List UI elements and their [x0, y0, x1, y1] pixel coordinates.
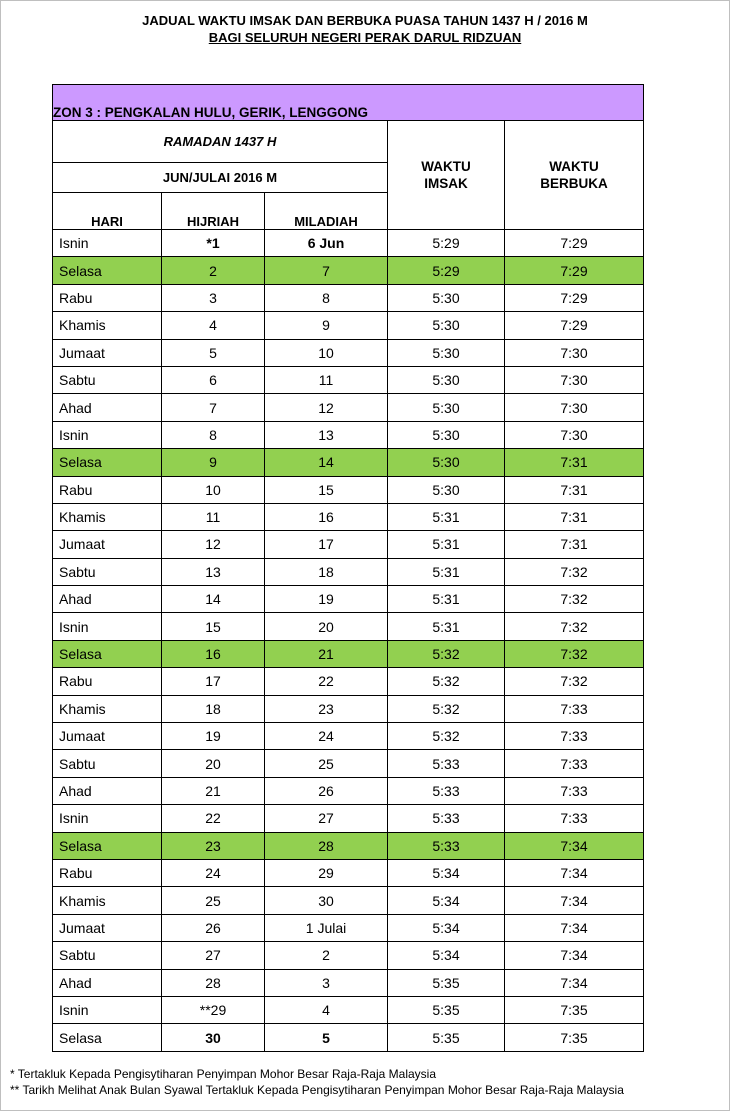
imsak-cell: 5:34: [388, 887, 505, 914]
miladiah-cell: 23: [265, 695, 388, 722]
table-row: [53, 394, 644, 421]
day-cell: Jumaat: [53, 723, 162, 750]
day-cell: Ahad: [53, 394, 162, 421]
miladiah-cell: 26: [265, 777, 388, 804]
day-cell: Jumaat: [53, 531, 162, 558]
footnotes: [10, 1066, 624, 1098]
table-row: [53, 503, 644, 530]
schedule-table: [52, 84, 644, 1052]
table-row: [53, 695, 644, 722]
day-cell: Khamis: [53, 695, 162, 722]
day-cell: Selasa: [53, 832, 162, 859]
table-row: [53, 531, 644, 558]
table-row: [53, 421, 644, 448]
berbuka-cell: 7:34: [505, 832, 644, 859]
day-cell: Sabtu: [53, 366, 162, 393]
imsak-cell: 5:30: [388, 339, 505, 366]
miladiah-cell: 16: [265, 503, 388, 530]
day-cell: Selasa: [53, 640, 162, 667]
berbuka-cell: 7:30: [505, 366, 644, 393]
imsak-cell: 5:33: [388, 750, 505, 777]
berbuka-cell: 7:34: [505, 942, 644, 969]
hijriah-cell: *1: [162, 230, 265, 257]
hijriah-cell: 26: [162, 914, 265, 941]
berbuka-cell: 7:31: [505, 531, 644, 558]
table-row: [53, 476, 644, 503]
miladiah-cell: 19: [265, 586, 388, 613]
berbuka-cell: 7:35: [505, 996, 644, 1023]
imsak-header-line1: WAKTU: [421, 159, 471, 174]
table-row: [53, 230, 644, 257]
day-cell: Sabtu: [53, 558, 162, 585]
hijriah-cell: 7: [162, 394, 265, 421]
imsak-cell: 5:31: [388, 531, 505, 558]
table-row: [53, 832, 644, 859]
miladiah-cell: 15: [265, 476, 388, 503]
table-row: [53, 805, 644, 832]
day-cell: Isnin: [53, 230, 162, 257]
imsak-cell: 5:33: [388, 805, 505, 832]
day-cell: Sabtu: [53, 750, 162, 777]
imsak-cell: 5:31: [388, 586, 505, 613]
berbuka-cell: 7:34: [505, 914, 644, 941]
miladiah-cell: 13: [265, 421, 388, 448]
berbuka-cell: 7:33: [505, 695, 644, 722]
imsak-cell: 5:31: [388, 503, 505, 530]
imsak-cell: 5:33: [388, 777, 505, 804]
day-cell: Ahad: [53, 969, 162, 996]
hijriah-cell: 11: [162, 503, 265, 530]
miladiah-cell: 29: [265, 859, 388, 886]
miladiah-cell: 4: [265, 996, 388, 1023]
hijriah-cell: 20: [162, 750, 265, 777]
footnote-1: * Tertakluk Kepada Pengisytiharan Penyimpan Mohor Besar Raja-Raja Malaysia: [10, 1067, 436, 1081]
berbuka-cell: 7:33: [505, 723, 644, 750]
imsak-cell: 5:35: [388, 996, 505, 1023]
hijriah-cell: 15: [162, 613, 265, 640]
day-cell: Jumaat: [53, 339, 162, 366]
table-row: [53, 312, 644, 339]
day-cell: Rabu: [53, 476, 162, 503]
hijriah-cell: 6: [162, 366, 265, 393]
table-row: [53, 859, 644, 886]
table-row: [53, 640, 644, 667]
berbuka-cell: 7:33: [505, 805, 644, 832]
berbuka-cell: 7:34: [505, 969, 644, 996]
miladiah-column-header: MILADIAH: [265, 193, 388, 230]
hijriah-cell: 28: [162, 969, 265, 996]
imsak-column-header: [388, 121, 505, 230]
imsak-cell: 5:30: [388, 284, 505, 311]
hari-column-header: HARI: [53, 193, 162, 230]
miladiah-cell: 17: [265, 531, 388, 558]
miladiah-cell: 30: [265, 887, 388, 914]
hijriah-cell: 10: [162, 476, 265, 503]
berbuka-cell: 7:32: [505, 613, 644, 640]
table-row: [53, 887, 644, 914]
berbuka-cell: 7:29: [505, 312, 644, 339]
table-row: [53, 942, 644, 969]
berbuka-cell: 7:32: [505, 558, 644, 585]
hijriah-column-header: HIJRIAH: [162, 193, 265, 230]
miladiah-cell: 21: [265, 640, 388, 667]
hijriah-cell: 8: [162, 421, 265, 448]
hijriah-cell: **29: [162, 996, 265, 1023]
month-header: JUN/JULAI 2016 M: [53, 163, 388, 193]
miladiah-cell: 18: [265, 558, 388, 585]
day-cell: Isnin: [53, 805, 162, 832]
berbuka-cell: 7:31: [505, 476, 644, 503]
table-row: [53, 996, 644, 1023]
day-cell: Khamis: [53, 503, 162, 530]
imsak-cell: 5:31: [388, 613, 505, 640]
day-cell: Selasa: [53, 257, 162, 284]
berbuka-cell: 7:35: [505, 1024, 644, 1051]
berbuka-cell: 7:34: [505, 887, 644, 914]
day-cell: Khamis: [53, 887, 162, 914]
imsak-cell: 5:32: [388, 640, 505, 667]
miladiah-cell: 3: [265, 969, 388, 996]
imsak-cell: 5:29: [388, 257, 505, 284]
table-row: [53, 777, 644, 804]
hijriah-cell: 24: [162, 859, 265, 886]
zone-header: ZON 3 : PENGKALAN HULU, GERIK, LENGGONG: [53, 85, 644, 121]
table-row: [53, 586, 644, 613]
imsak-header-line2: IMSAK: [424, 176, 468, 191]
hijriah-cell: 25: [162, 887, 265, 914]
berbuka-header-line2: BERBUKA: [540, 176, 608, 191]
hijriah-cell: 21: [162, 777, 265, 804]
imsak-cell: 5:34: [388, 942, 505, 969]
imsak-cell: 5:34: [388, 859, 505, 886]
berbuka-cell: 7:29: [505, 230, 644, 257]
day-cell: Isnin: [53, 613, 162, 640]
day-cell: Sabtu: [53, 942, 162, 969]
miladiah-cell: 20: [265, 613, 388, 640]
imsak-cell: 5:35: [388, 969, 505, 996]
berbuka-column-header: [505, 121, 644, 230]
imsak-cell: 5:32: [388, 668, 505, 695]
imsak-cell: 5:31: [388, 558, 505, 585]
day-cell: Rabu: [53, 284, 162, 311]
day-cell: Ahad: [53, 777, 162, 804]
miladiah-cell: 1 Julai: [265, 914, 388, 941]
table-row: [53, 668, 644, 695]
imsak-cell: 5:30: [388, 421, 505, 448]
table-row: [53, 257, 644, 284]
berbuka-cell: 7:30: [505, 394, 644, 421]
imsak-cell: 5:30: [388, 366, 505, 393]
day-cell: Isnin: [53, 421, 162, 448]
berbuka-cell: 7:30: [505, 421, 644, 448]
miladiah-cell: 22: [265, 668, 388, 695]
miladiah-cell: 24: [265, 723, 388, 750]
berbuka-cell: 7:29: [505, 257, 644, 284]
table-row: [53, 750, 644, 777]
miladiah-cell: 2: [265, 942, 388, 969]
miladiah-cell: 10: [265, 339, 388, 366]
berbuka-cell: 7:33: [505, 750, 644, 777]
table-row: [53, 613, 644, 640]
document-subtitle: BAGI SELURUH NEGERI PERAK DARUL RIDZUAN: [208, 30, 522, 45]
miladiah-cell: 28: [265, 832, 388, 859]
hijriah-cell: 2: [162, 257, 265, 284]
berbuka-cell: 7:31: [505, 449, 644, 476]
day-cell: Isnin: [53, 996, 162, 1023]
hijriah-cell: 19: [162, 723, 265, 750]
hijriah-cell: 9: [162, 449, 265, 476]
miladiah-cell: 8: [265, 284, 388, 311]
berbuka-cell: 7:34: [505, 859, 644, 886]
miladiah-cell: 6 Jun: [265, 230, 388, 257]
berbuka-cell: 7:31: [505, 503, 644, 530]
imsak-cell: 5:34: [388, 914, 505, 941]
table-row: [53, 723, 644, 750]
miladiah-cell: 12: [265, 394, 388, 421]
day-cell: Jumaat: [53, 914, 162, 941]
table-row: [53, 449, 644, 476]
imsak-cell: 5:30: [388, 449, 505, 476]
ramadan-header: RAMADAN 1437 H: [53, 121, 388, 163]
hijriah-cell: 4: [162, 312, 265, 339]
table-row: [53, 284, 644, 311]
hijriah-cell: 12: [162, 531, 265, 558]
table-row: [53, 969, 644, 996]
table-row: [53, 339, 644, 366]
table-row: [53, 366, 644, 393]
berbuka-cell: 7:33: [505, 777, 644, 804]
footnote-2: ** Tarikh Melihat Anak Bulan Syawal Tertakluk Kepada Pengisytiharan Penyimpan Mohor Besar Raja-Raja Malaysia: [10, 1083, 624, 1097]
hijriah-cell: 18: [162, 695, 265, 722]
table-row: [53, 558, 644, 585]
miladiah-cell: 14: [265, 449, 388, 476]
berbuka-cell: 7:29: [505, 284, 644, 311]
berbuka-cell: 7:32: [505, 640, 644, 667]
day-cell: Ahad: [53, 586, 162, 613]
imsak-cell: 5:32: [388, 695, 505, 722]
hijriah-cell: 22: [162, 805, 265, 832]
hijriah-cell: 17: [162, 668, 265, 695]
imsak-cell: 5:35: [388, 1024, 505, 1051]
berbuka-cell: 7:32: [505, 586, 644, 613]
document-title: JADUAL WAKTU IMSAK DAN BERBUKA PUASA TAHUN 1437 H / 2016 M: [142, 13, 588, 28]
hijriah-cell: 13: [162, 558, 265, 585]
miladiah-cell: 25: [265, 750, 388, 777]
day-cell: Rabu: [53, 668, 162, 695]
table-row: [53, 914, 644, 941]
miladiah-cell: 5: [265, 1024, 388, 1051]
miladiah-cell: 7: [265, 257, 388, 284]
miladiah-cell: 9: [265, 312, 388, 339]
hijriah-cell: 5: [162, 339, 265, 366]
imsak-cell: 5:30: [388, 394, 505, 421]
berbuka-cell: 7:32: [505, 668, 644, 695]
miladiah-cell: 27: [265, 805, 388, 832]
day-cell: Selasa: [53, 1024, 162, 1051]
day-cell: Rabu: [53, 859, 162, 886]
imsak-cell: 5:29: [388, 230, 505, 257]
hijriah-cell: 30: [162, 1024, 265, 1051]
miladiah-cell: 11: [265, 366, 388, 393]
table-row: [53, 1024, 644, 1051]
imsak-cell: 5:30: [388, 476, 505, 503]
berbuka-cell: 7:30: [505, 339, 644, 366]
imsak-cell: 5:30: [388, 312, 505, 339]
hijriah-cell: 3: [162, 284, 265, 311]
day-cell: Khamis: [53, 312, 162, 339]
imsak-cell: 5:32: [388, 723, 505, 750]
hijriah-cell: 14: [162, 586, 265, 613]
day-cell: Selasa: [53, 449, 162, 476]
imsak-cell: 5:33: [388, 832, 505, 859]
hijriah-cell: 23: [162, 832, 265, 859]
hijriah-cell: 27: [162, 942, 265, 969]
hijriah-cell: 16: [162, 640, 265, 667]
berbuka-header-line1: WAKTU: [549, 159, 599, 174]
